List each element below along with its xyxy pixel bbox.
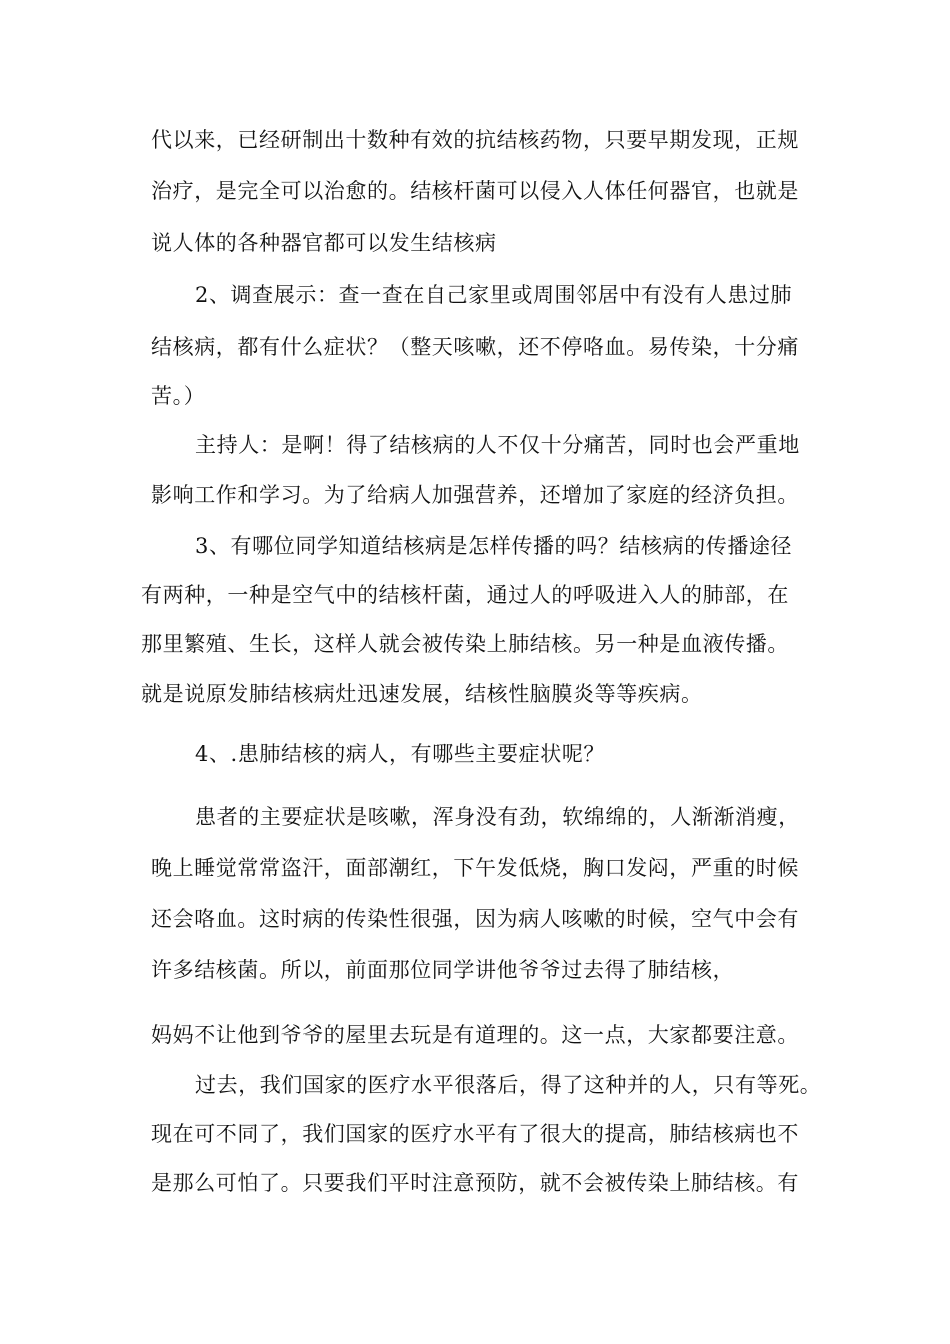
text-line: 那里繁殖、生长，这样人就会被传染上肺结核。另一种是血液传播。 [141,632,789,656]
text-line: 治疗，是完全可以治愈的。结核杆菌可以侵入人体任何器官，也就是 [151,179,799,203]
text-line: 就是说原发肺结核病灶迅速发展，结核性脑膜炎等等疾病。 [141,682,703,706]
text-line: 2、调查展示：查一查在自己家里或周围邻居中有没有人患过肺 [195,283,793,307]
text-line: 现在可不同了，我们国家的医疗水平有了很大的提高，肺结核病也不 [151,1122,799,1146]
text-line: 3、有哪位同学知道结核病是怎样传播的吗？结核病的传播途径 [195,534,793,558]
text-line: 主持人：是啊！得了结核病的人不仅十分痛苦，同时也会严重地 [195,433,800,457]
text-line: 还会咯血。这时病的传染性很强，因为病人咳嗽的时候，空气中会有 [151,907,799,931]
text-line: 代以来，已经研制出十数种有效的抗结核药物，只要早期发现，正规 [151,128,799,152]
text-line: 说人体的各种器官都可以发生结核病 [151,231,497,255]
text-line: 结核病，都有什么症状？（整天咳嗽，还不停咯血。易传染，十分痛 [151,335,799,359]
text-line: 晚上睡觉常常盗汗，面部潮红，下午发低烧，胸口发闷，严重的时候 [151,856,799,880]
text-line: 许多结核菌。所以，前面那位同学讲他爷爷过去得了肺结核， [151,958,735,982]
text-line: 患者的主要症状是咳嗽，浑身没有劲，软绵绵的，人渐渐消瘦， [195,805,800,829]
text-line: 过去，我们国家的医疗水平很落后，得了这种并的人，只有等死。 [195,1073,822,1097]
text-line: 妈妈不让他到爷爷的屋里去玩是有道理的。这一点，大家都要注意。 [151,1023,799,1047]
text-line: 是那么可怕了。只要我们平时注意预防，就不会被传染上肺结核。有 [151,1171,799,1195]
text-line: 苦。） [151,384,206,408]
text-line: 有两种，一种是空气中的结核杆菌，通过人的呼吸进入人的肺部，在 [141,583,789,607]
text-line: 4、.患肺结核的病人，有哪些主要症状呢？ [195,742,606,766]
text-line: 影响工作和学习。为了给病人加强营养，还增加了家庭的经济负担。 [151,483,799,507]
